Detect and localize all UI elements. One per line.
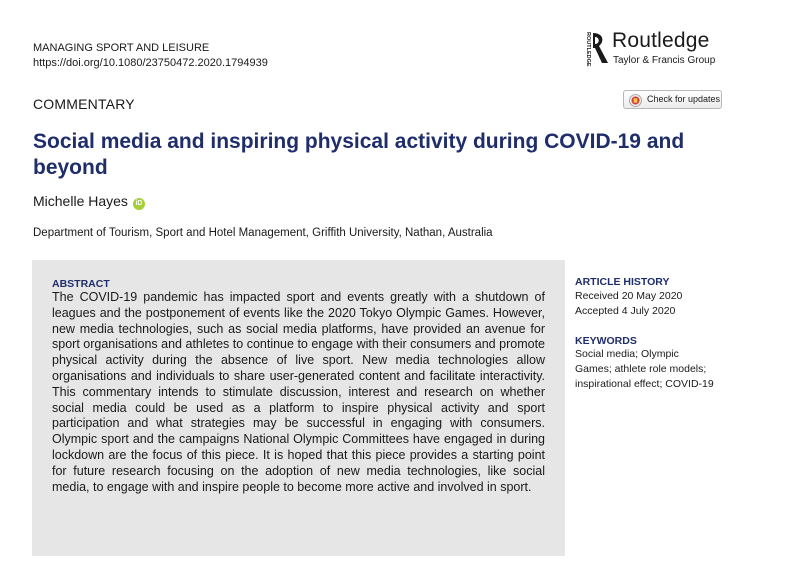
publisher-group: Taylor & Francis Group (613, 55, 716, 66)
title-line-2: beyond (33, 156, 108, 179)
routledge-logo-icon (581, 29, 611, 69)
publisher-mark-text: ROUTLEDGE (585, 32, 591, 67)
keywords-list (575, 347, 714, 392)
publisher-logo (581, 29, 721, 73)
publisher-name: Routledge (612, 29, 710, 52)
article-history (575, 289, 682, 319)
affiliation: Department of Tourism, Sport and Hotel Management, Griffith University, Nathan, Australia (33, 227, 493, 239)
received-date: Received 20 May 2020 (575, 290, 683, 302)
author-name[interactable]: Michelle Hayes (33, 193, 128, 209)
article-history-heading: ARTICLE HISTORY (575, 276, 670, 288)
article-title (33, 129, 733, 181)
keywords-line: Games; athlete role models; (575, 363, 707, 375)
journal-name: MANAGING SPORT AND LEISURE (33, 42, 210, 54)
keywords-heading: KEYWORDS (575, 335, 637, 347)
journal-doi-link[interactable]: https://doi.org/10.1080/23750472.2020.1794939 (33, 57, 268, 69)
check-for-updates-button[interactable] (623, 90, 722, 109)
check-updates-icon (629, 94, 642, 107)
section-label: COMMENTARY (33, 96, 135, 112)
keywords-line: inspirational effect; COVID-19 (575, 378, 714, 390)
check-updates-label: Check for updates (647, 94, 721, 104)
author-line (33, 193, 145, 210)
title-line-1: Social media and inspiring physical activity during COVID-19 and (33, 130, 685, 153)
abstract-text: The COVID-19 pandemic has impacted sport and events greatly with a shutdown of leagues and the postponement of events like the 2020 Tokyo Olympic Games. However, new media technologies, such as social media platforms, have provided an avenue for sport organisations and athletes to continue to engage with their consumers and promote physical activity during the absence of live sport. New media technologies allow organisations and individuals to share user-generated content and facilitate interactivity. This commentary intends to stimulate discussion, interest and research on whether social media could be used as a platform to inspire physical activity and sport participation and what strategies may be successful in engaging with consumers. Olympic sport and the campaigns National Olympic Committees have engaged in during lockdown are the focus of this piece. It is hoped that this piece provides a starting point for future research focusing on the adoption of new media technologies, like social media, to engage with and inspire people to become more active and involved in sport. (52, 290, 545, 494)
journal-info (33, 41, 268, 71)
abstract-heading: ABSTRACT (52, 278, 110, 290)
orcid-icon[interactable]: iD (133, 198, 145, 210)
keywords-line: Social media; Olympic (575, 348, 679, 360)
accepted-date: Accepted 4 July 2020 (575, 305, 676, 317)
